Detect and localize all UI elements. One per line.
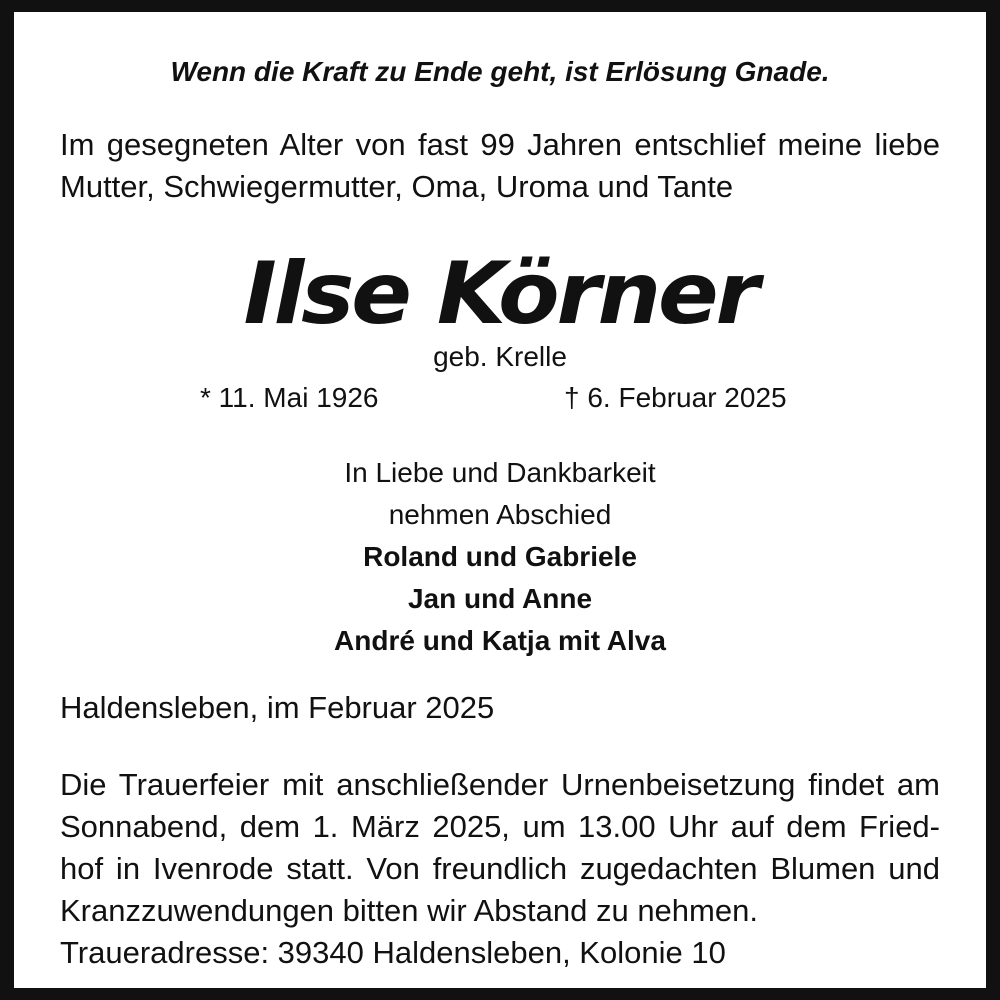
funeral-line: Die Trauerfeier mit anschließender Urnenbeisetzung findet am: [60, 767, 940, 802]
intro-line: Mutter, Schwiegermutter, Oma, Uroma und Tante: [60, 169, 734, 204]
deceased-name: Ilse Körner: [243, 244, 757, 344]
intro-line: Im gesegneten Alter von fast 99 Jahren entschlief meine liebe: [60, 127, 940, 162]
birth-date: * 11. Mai 1926: [200, 382, 379, 413]
motto: Wenn die Kraft zu Ende geht, ist Erlösung Gnade.: [170, 56, 830, 87]
funeral-paragraph: [60, 764, 940, 974]
family-member: André und Katja mit Alva: [334, 625, 666, 656]
intro-paragraph: [60, 124, 940, 208]
notice-content: [60, 12, 940, 988]
farewell-line: nehmen Abschied: [388, 499, 612, 530]
farewell-line: In Liebe und Dankbarkeit: [344, 457, 656, 488]
mourners-block: [60, 452, 940, 662]
family-member: Jan und Anne: [407, 583, 593, 614]
funeral-line: Traueradresse: 39340 Haldensleben, Kolonie 10: [60, 935, 726, 970]
maiden-name: geb. Krelle: [433, 341, 567, 372]
place-date: Haldensleben, im Februar 2025: [60, 690, 495, 725]
family-member: Roland und Gabriele: [363, 541, 637, 572]
funeral-line: Kranzzuwendungen bitten wir Abstand zu nehmen.: [60, 893, 758, 928]
funeral-line: Sonnabend, dem 1. März 2025, um 13.00 Uhr auf dem Fried-: [60, 809, 940, 844]
life-dates: [60, 378, 940, 418]
death-date: † 6. Februar 2025: [564, 382, 787, 413]
funeral-line: hof in Ivenrode statt. Von freundlich zugedachten Blumen und: [60, 851, 940, 886]
